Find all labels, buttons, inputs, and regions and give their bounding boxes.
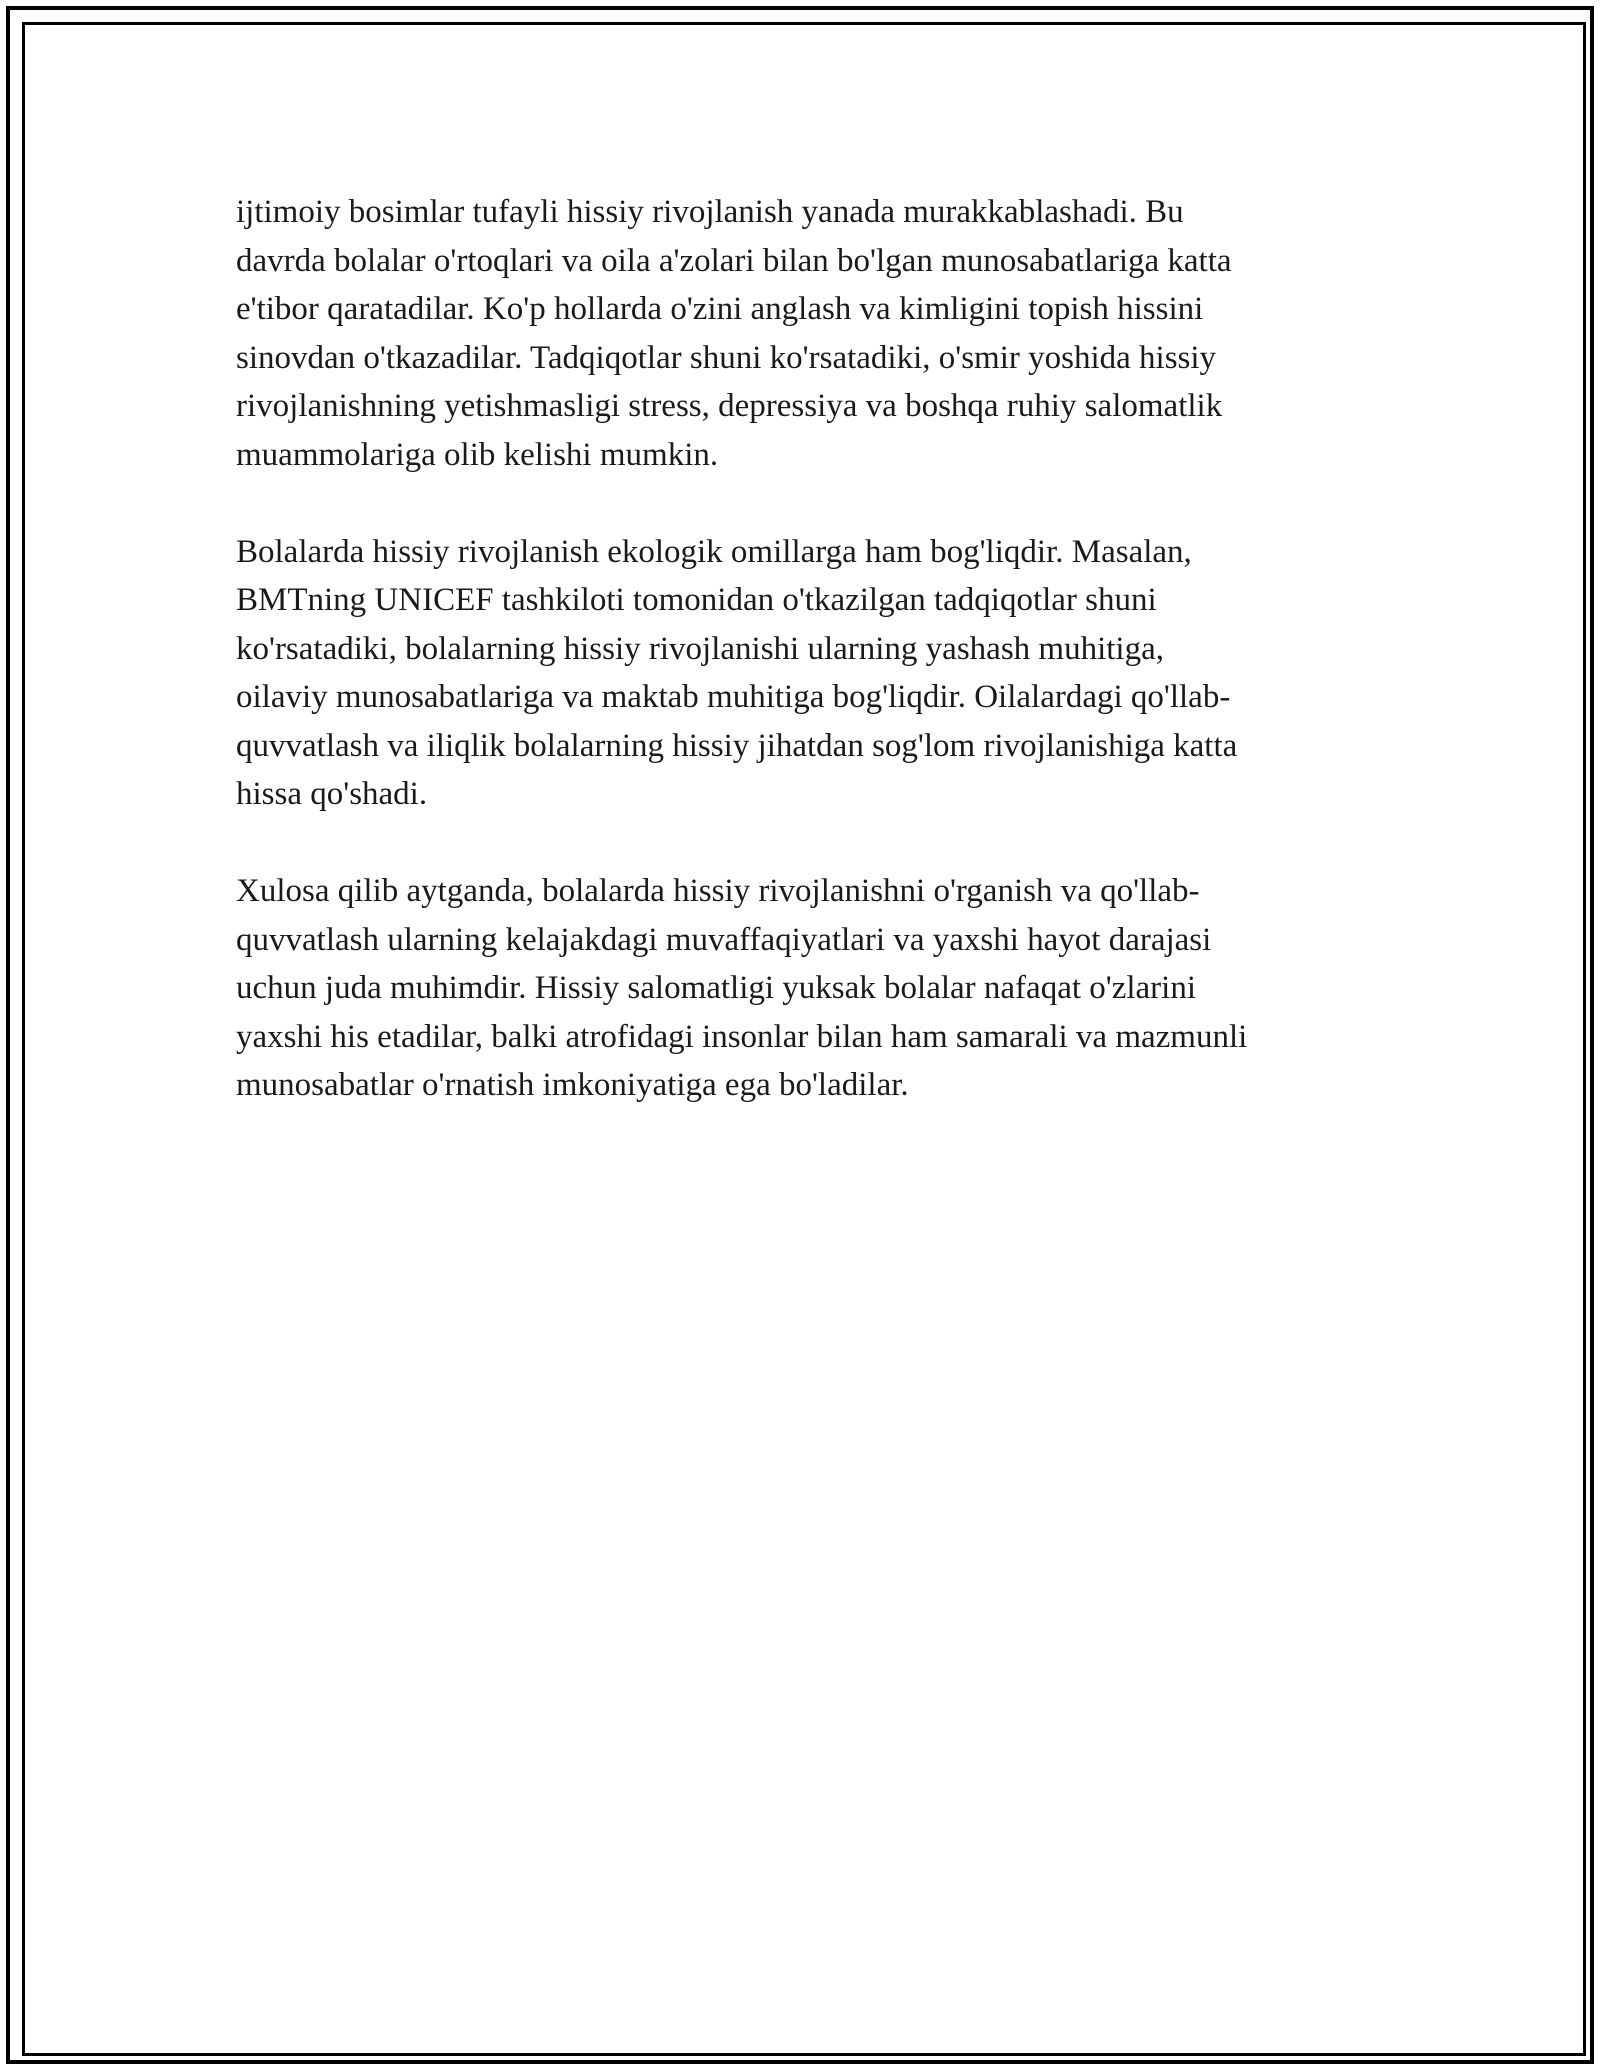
text-line: rivojlanishning yetishmasligi stress, depressiya va boshqa ruhiy salomatlik (236, 388, 1223, 424)
text-line: Xulosa qilib aytganda, bolalarda hissiy rivojlanishni o'rganish va qo'llab- (236, 873, 1200, 909)
text-line: ijtimoiy bosimlar tufayli hissiy rivojlanish yanada murakkablashadi. Bu (236, 194, 1184, 230)
text-line: BMTning UNICEF tashkiloti tomonidan o'tkazilgan tadqiqotlar shuni (236, 582, 1157, 618)
text-line: davrda bolalar o'rtoqlari va oila a'zolari bilan bo'lgan munosabatlariga katta (236, 242, 1232, 279)
paragraph-1 (236, 188, 1396, 479)
text-line: e'tibor qaratadilar. Ko'p hollarda o'zini anglash va kimligini topish hissini (236, 291, 1204, 327)
document-body (236, 188, 1396, 1158)
paragraph-2 (236, 528, 1396, 819)
text-line: munosabatlar o'rnatish imkoniyatiga ega bo'ladilar. (236, 1067, 909, 1103)
text-line: ko'rsatadiki, bolalarning hissiy rivojlanishi ularning yashash muhitiga, (236, 630, 1164, 667)
text-line: muammolariga olib kelishi mumkin. (236, 436, 719, 473)
text-line: oilaviy munosabatlariga va maktab muhitiga bog'liqdir. Oilalardagi qo'llab- (236, 679, 1231, 715)
text-line: sinovdan o'tkazadilar. Tadqiqotlar shuni ko'rsatadiki, o'smir yoshida hissiy (236, 339, 1217, 376)
text-line: uchun juda muhimdir. Hissiy salomatligi yuksak bolalar nafaqat o'zlarini (236, 970, 1196, 1006)
text-line: quvvatlash va iliqlik bolalarning hissiy jihatdan sog'lom rivojlanishiga katta (236, 727, 1238, 764)
text-line: yaxshi his etadilar, balki atrofidagi insonlar bilan ham samarali va mazmunli (236, 1018, 1248, 1055)
paragraph-3 (236, 867, 1396, 1110)
text-line: quvvatlash ularning kelajakdagi muvaffaqiyatlari va yaxshi hayot darajasi (236, 921, 1212, 958)
text-line: Bolalarda hissiy rivojlanish ekologik omillarga ham bog'liqdir. Masalan, (236, 533, 1192, 570)
text-line: hissa qo'shadi. (236, 776, 428, 812)
